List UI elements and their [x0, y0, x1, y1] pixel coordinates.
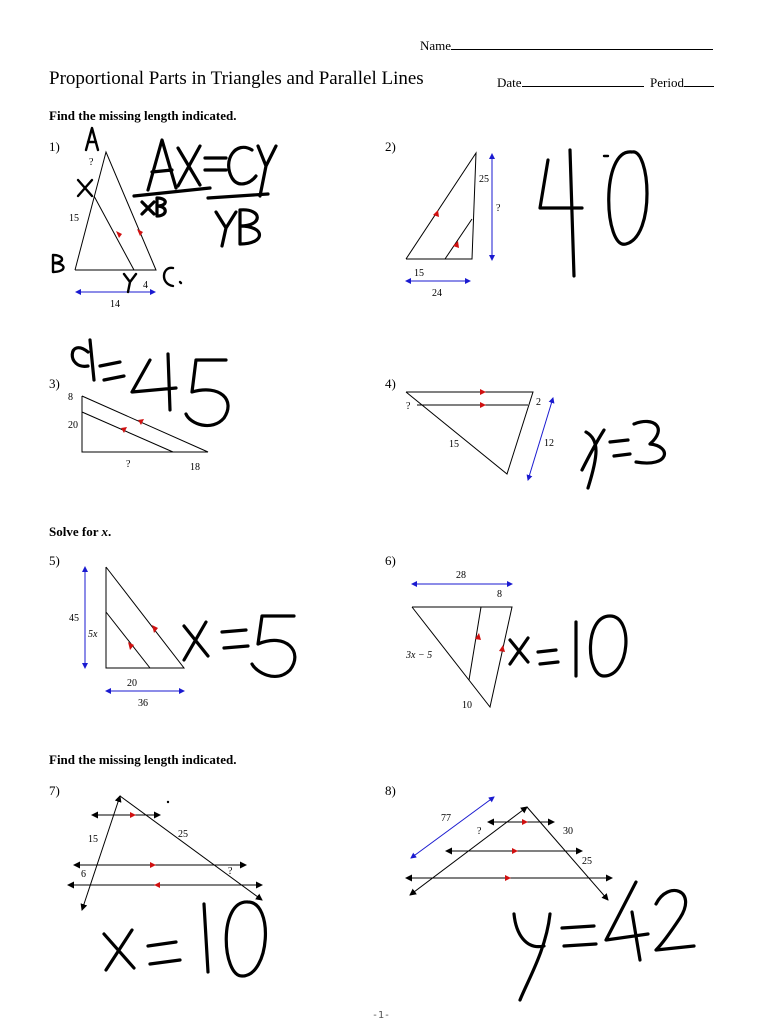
- problem-6-figure: [405, 570, 512, 711]
- hw-digit-4: [540, 150, 582, 276]
- hw-digit-3: [634, 421, 664, 463]
- hw-equals: [205, 158, 226, 170]
- worksheet-title: Proportional Parts in Triangles and Parallel Lines: [49, 68, 424, 89]
- p8-label-77: 77: [441, 813, 451, 824]
- hw-digit-0: [590, 616, 625, 676]
- p5-label-20: 20: [127, 678, 137, 689]
- p1-label-unknown: ?: [89, 157, 94, 168]
- p6-label-28: 28: [456, 570, 466, 581]
- hw-fraction-bar-2: [208, 194, 268, 198]
- hw-equals: [148, 942, 180, 964]
- p8-transversal-right: [527, 807, 608, 900]
- p6-label-3x-5: 3x − 5: [406, 650, 433, 661]
- problem-7-figure: [68, 796, 262, 910]
- hw-AX-A: [148, 140, 176, 190]
- p7-transversal-left: [82, 796, 120, 910]
- section-heading-1: Find the missing length indicated.: [49, 108, 237, 123]
- hw-CY-C: [229, 147, 256, 184]
- period-label: Period: [650, 75, 684, 90]
- p4-parallel-mark: [480, 389, 486, 395]
- hw-digit-0: [226, 902, 265, 976]
- hw-digit-5: [186, 360, 228, 426]
- p2-parallel-segment: [445, 219, 472, 259]
- p2-handwriting: [540, 150, 647, 276]
- p8-handwriting: [514, 882, 694, 1000]
- p8-label-25: 25: [582, 856, 592, 867]
- p4-triangle: [406, 392, 533, 474]
- p8-label-unknown: ?: [477, 826, 482, 837]
- hw-digit-2: [656, 890, 694, 950]
- name-label: Name: [420, 38, 452, 53]
- hw-digit-4: [606, 882, 648, 960]
- p3-triangle: [82, 396, 208, 452]
- hw-letter-y: [514, 914, 550, 1000]
- p1-label-15: 15: [69, 213, 79, 224]
- hw-letter-x: [510, 638, 528, 664]
- problem-8-number: 8): [385, 783, 396, 798]
- hw-letter-Y: [124, 274, 136, 292]
- hw-letter-x: [582, 430, 604, 488]
- problem-4-figure: [406, 389, 554, 480]
- hw-letter-C: [164, 268, 181, 286]
- hw-CY-Y: [258, 146, 276, 196]
- hw-letter-x: [184, 622, 208, 660]
- hw-digit-0: [609, 152, 647, 244]
- p5-parallel-mark: [152, 625, 158, 633]
- problem-5-number: 5): [49, 553, 60, 568]
- p7-parallel-mark-3: [154, 882, 160, 888]
- p1-parallel-segment: [94, 196, 134, 270]
- p6-label-8: 8: [497, 589, 502, 600]
- p1-handwriting: [53, 128, 276, 292]
- hw-AX-X: [178, 146, 200, 186]
- p5-handwriting: [184, 616, 295, 676]
- p3-label-8: 8: [68, 392, 73, 403]
- p7-label-unknown: ?: [228, 866, 233, 877]
- hw-equals: [610, 440, 630, 456]
- p8-parallel-mark-2: [512, 848, 518, 854]
- problem-3-figure: [68, 392, 208, 473]
- p5-parallel-segment: [106, 612, 150, 668]
- p6-handwriting: [510, 616, 626, 676]
- section-heading-2-prefix: Solve for: [49, 524, 102, 539]
- hw-letter-A: [86, 128, 98, 150]
- p4-label-unknown: ?: [406, 401, 411, 412]
- hw-YB-B: [240, 210, 260, 244]
- p2-label-25: 25: [479, 174, 489, 185]
- p5-triangle: [106, 567, 184, 668]
- hw-digit-9: [72, 340, 94, 380]
- p4-handwriting: [582, 421, 664, 488]
- problem-8-figure: [406, 797, 612, 900]
- problem-7-number: 7): [49, 783, 60, 798]
- section-heading-3: Find the missing length indicated.: [49, 752, 237, 767]
- hw-equals: [538, 650, 558, 664]
- problem-3-number: 3): [49, 376, 60, 391]
- p7-parallel-mark-1: [130, 812, 136, 818]
- p2-label-24: 24: [432, 288, 442, 299]
- p1-parallel-mark-2: [137, 229, 143, 236]
- p5-label-5x: 5x: [88, 629, 98, 640]
- p3-label-18: 18: [190, 462, 200, 473]
- p1-parallel-mark: [116, 231, 122, 238]
- p7-handwriting: [104, 902, 265, 976]
- p1-label-4: 4: [143, 280, 148, 291]
- hw-equals: [222, 630, 248, 648]
- p8-label-30: 30: [563, 826, 573, 837]
- p4-label-15: 15: [449, 439, 459, 450]
- page-footer: -1-: [372, 1010, 391, 1021]
- hw-equals: [100, 362, 124, 380]
- p6-parallel-segment: [469, 607, 481, 680]
- problem-5-figure: [69, 567, 184, 709]
- p3-parallel-segment: [82, 412, 173, 452]
- p7-label-6: 6: [81, 869, 86, 880]
- date-label: Date: [497, 75, 522, 90]
- hw-digit-5: [252, 616, 295, 676]
- p2-triangle: [406, 153, 476, 259]
- p5-label-36: 36: [138, 698, 148, 709]
- p7-transversal-right: [120, 796, 262, 900]
- p6-label-10: 10: [462, 700, 472, 711]
- hw-digit-1: [204, 904, 208, 972]
- problem-2-figure: [406, 153, 501, 299]
- problem-4-number: 4): [385, 376, 396, 391]
- hw-letter-X: [78, 180, 92, 196]
- p2-label-unknown: ?: [496, 203, 501, 214]
- problem-2-number: 2): [385, 139, 396, 154]
- p2-label-15: 15: [414, 268, 424, 279]
- p7-parallel-mark-2: [150, 862, 156, 868]
- p4-parallel-mark-2: [480, 402, 486, 408]
- hw-XB-B: [157, 198, 165, 216]
- section-heading-2-suffix: .: [107, 524, 112, 539]
- p4-label-12: 12: [544, 438, 554, 449]
- hw-YB-Y: [216, 212, 236, 246]
- p1-label-14: 14: [110, 299, 120, 310]
- hw-fraction-bar-1: [134, 188, 210, 196]
- p8-dimension: [411, 797, 494, 858]
- p8-parallel-mark-3: [505, 875, 511, 881]
- p7-label-15: 15: [88, 834, 98, 845]
- hw-letter-B: [53, 255, 64, 272]
- p3-parallel-mark: [138, 419, 144, 425]
- section-heading-2-var: x: [101, 524, 108, 539]
- p3-label-20: 20: [68, 420, 78, 431]
- hw-equals: [562, 926, 596, 946]
- hw-letter-x: [104, 930, 134, 970]
- p3-handwriting: [72, 340, 228, 426]
- hw-digit-4: [132, 354, 176, 410]
- p6-parallel-mark-2: [499, 645, 505, 652]
- p7-label-25: 25: [178, 829, 188, 840]
- p3-label-unknown: ?: [126, 459, 131, 470]
- hw-XB-X: [142, 202, 154, 214]
- p8-parallel-mark-1: [522, 819, 528, 825]
- p5-label-45: 45: [69, 613, 79, 624]
- p4-label-2: 2: [536, 397, 541, 408]
- problem-6-number: 6): [385, 553, 396, 568]
- problem-1-figure: [69, 152, 156, 310]
- problem-1-number: 1): [49, 139, 60, 154]
- p7-stray-dot: [167, 801, 169, 803]
